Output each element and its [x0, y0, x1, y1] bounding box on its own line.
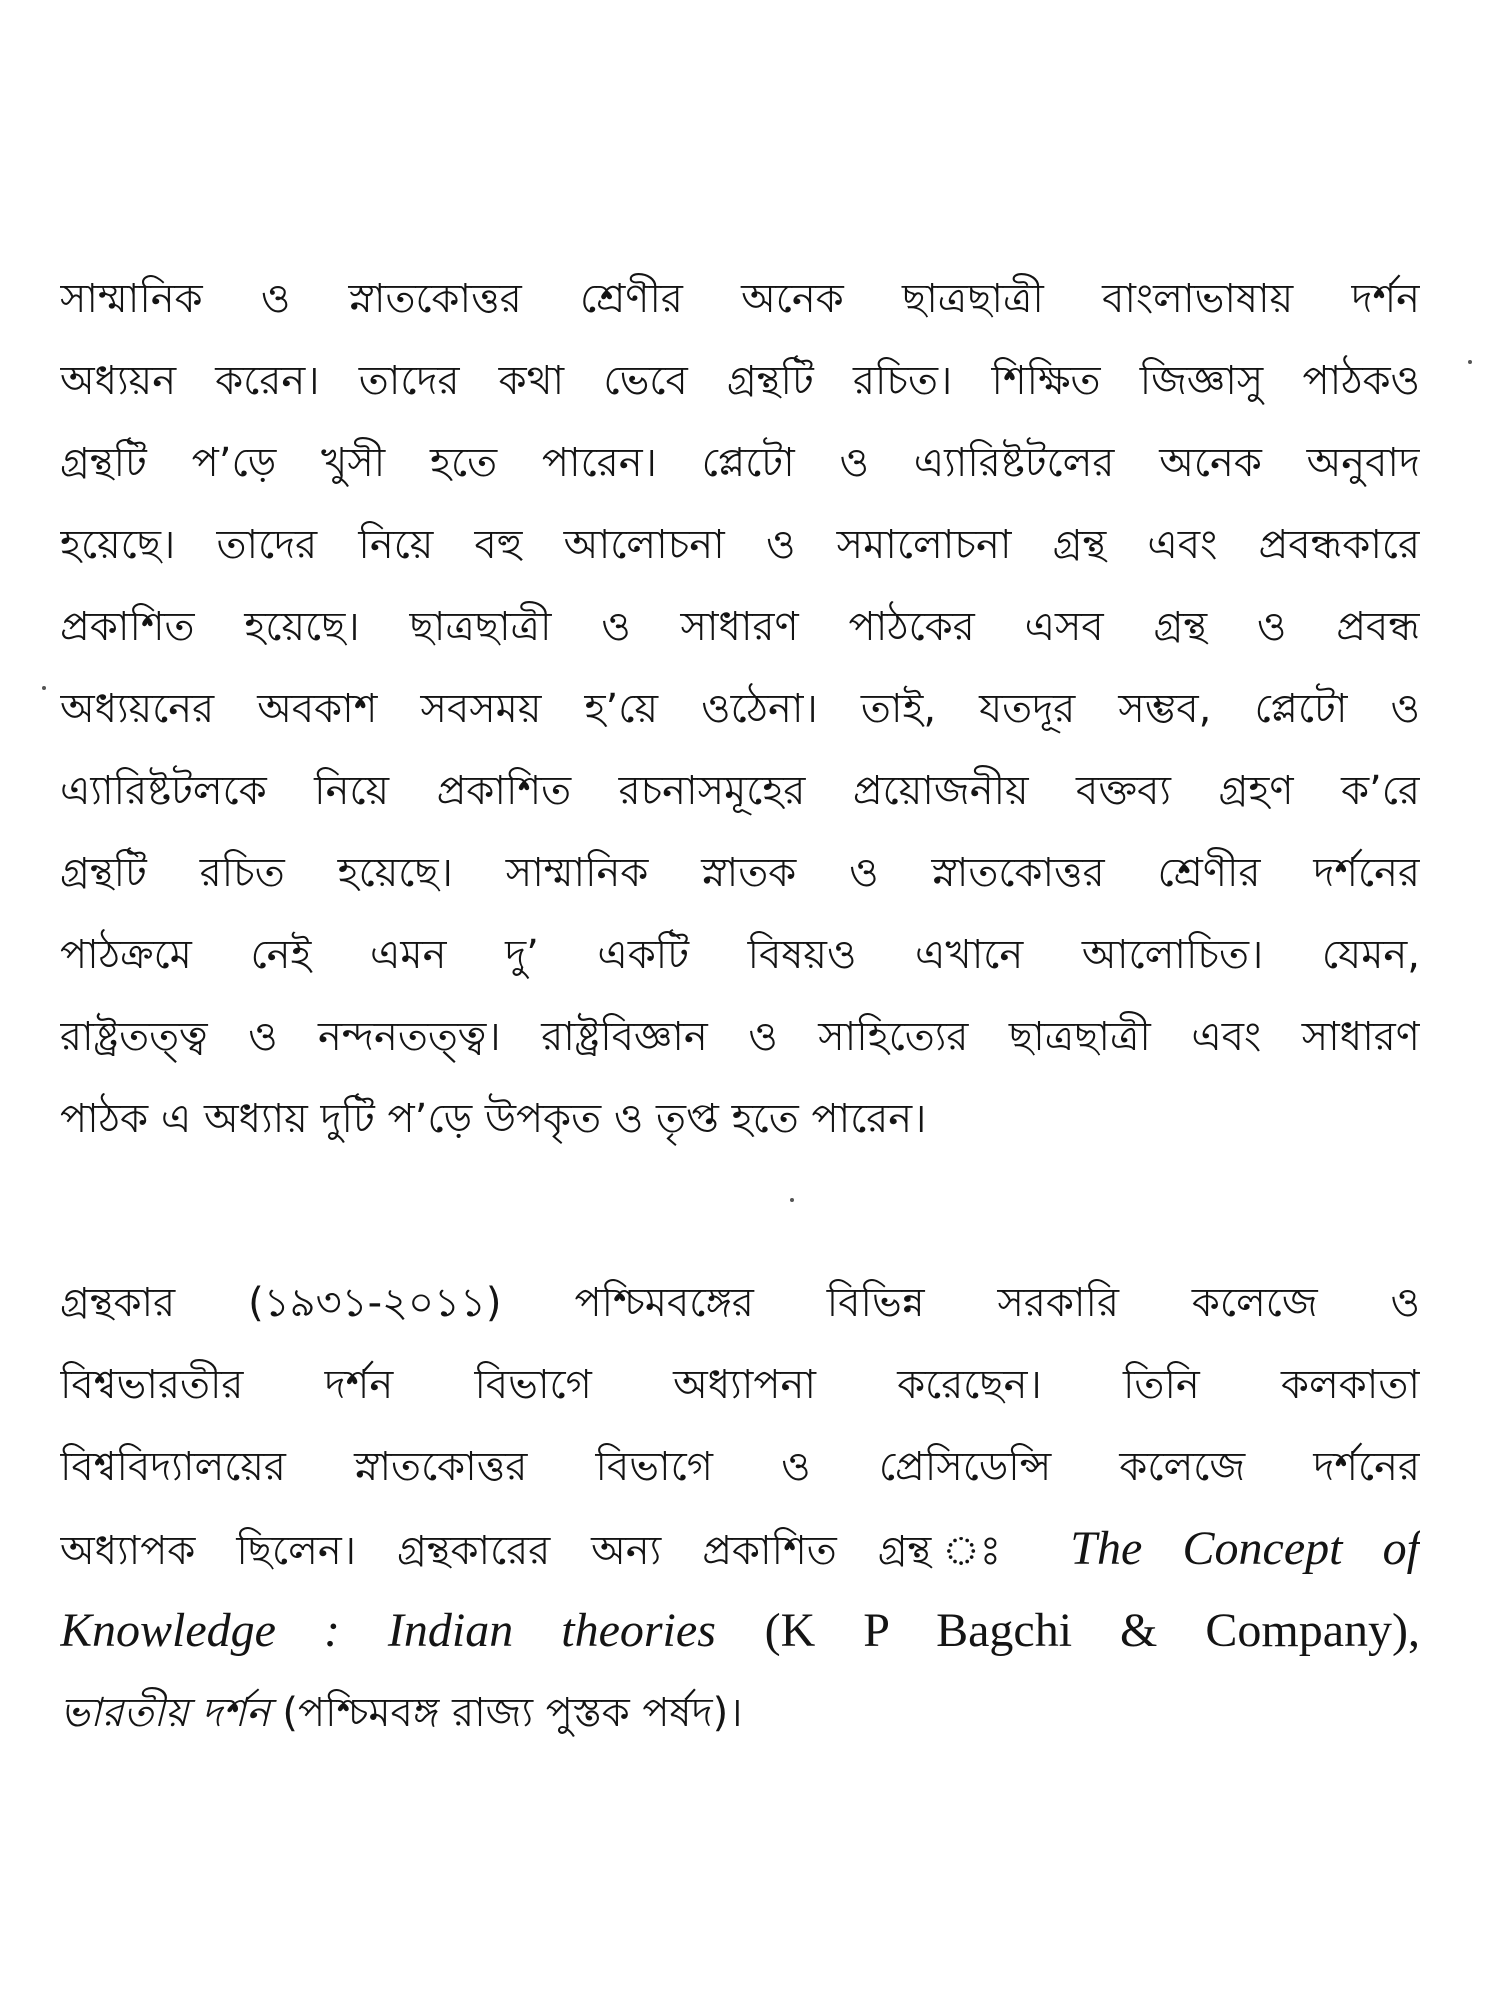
- author-bio-line: [60, 1508, 1420, 1590]
- description-line: গ্রন্থটি রচিত হয়েছে। সাম্মানিক স্নাতক ও স্নাতকোত্তর শ্রেণীর দর্শনের: [60, 850, 1420, 896]
- book-description-paragraph: [60, 258, 1420, 1160]
- publisher-english: (K P Bagchi & Company),: [764, 1604, 1420, 1657]
- author-bio-line: [60, 1672, 1420, 1754]
- description-line: প্রকাশিত হয়েছে। ছাত্রছাত্রী ও সাধারণ পাঠকের এসব গ্রন্থ ও প্রবন্ধ: [60, 604, 1420, 650]
- description-line: গ্রন্থটি প’ড়ে খুসী হতে পারেন। প্লেটো ও এ্যারিষ্টটলের অনেক অনুবাদ: [60, 440, 1420, 486]
- description-line: অধ্যয়ন করেন। তাদের কথা ভেবে গ্রন্থটি রচিত। শিক্ষিত জিজ্ঞাসু পাঠকও: [60, 358, 1420, 404]
- book-title-english-part-1: The Concept of: [1070, 1522, 1420, 1575]
- author-bio-line: গ্রন্থকার (১৯৩১-২০১১) পশ্চিমবঙ্গের বিভিন্ন সরকারি কলেজে ও: [60, 1280, 1420, 1326]
- description-line: পাঠক এ অধ্যায় দুটি প’ড়ে উপকৃত ও তৃপ্ত হতে পারেন।: [60, 1096, 927, 1142]
- author-bio-line: বিশ্বভারতীর দর্শন বিভাগে অধ্যাপনা করেছেন। তিনি কলকাতা: [60, 1362, 1420, 1408]
- scan-speck: [1468, 360, 1472, 364]
- description-line: অধ্যয়নের অবকাশ সবসময় হ’য়ে ওঠেনা। তাই, যতদূর সম্ভব, প্লেটো ও: [60, 686, 1420, 732]
- description-line: পাঠক্রমে নেই এমন দু’ একটি বিষয়ও এখানে আলোচিত। যেমন,: [60, 932, 1420, 978]
- description-line: এ্যারিষ্টটলকে নিয়ে প্রকাশিত রচনাসমূহের প্রয়োজনীয় বক্তব্য গ্রহণ ক’রে: [60, 768, 1420, 814]
- description-line: সাম্মানিক ও স্নাতকোত্তর শ্রেণীর অনেক ছাত্রছাত্রী বাংলাভাষায় দর্শন: [60, 276, 1420, 322]
- author-bio-paragraph: [60, 1262, 1420, 1754]
- publisher-bengali: (পশ্চিমবঙ্গ রাজ্য পুস্তক পর্ষদ)।: [282, 1690, 743, 1736]
- author-bio-line: [60, 1590, 1420, 1672]
- author-bio-prefix: অধ্যাপক ছিলেন। গ্রন্থকারের অন্য প্রকাশিত গ্রন্থ ঃ: [60, 1528, 1030, 1574]
- description-line: রাষ্ট্রতত্ত্ব ও নন্দনতত্ত্ব। রাষ্ট্রবিজ্ঞান ও সাহিত্যের ছাত্রছাত্রী এবং সাধারণ: [60, 1014, 1420, 1060]
- book-title-english-part-2: Knowledge : Indian theories: [60, 1604, 716, 1657]
- description-line: হয়েছে। তাদের নিয়ে বহু আলোচনা ও সমালোচনা গ্রন্থ এবং প্রবন্ধকারে: [60, 522, 1420, 568]
- scan-speck: [42, 686, 46, 690]
- scan-speck: [790, 1198, 794, 1202]
- author-bio-line: বিশ্ববিদ্যালয়ের স্নাতকোত্তর বিভাগে ও প্রেসিডেন্সি কলেজে দর্শনের: [60, 1444, 1420, 1490]
- book-title-bengali: ভারতীয় দর্শন: [60, 1690, 270, 1736]
